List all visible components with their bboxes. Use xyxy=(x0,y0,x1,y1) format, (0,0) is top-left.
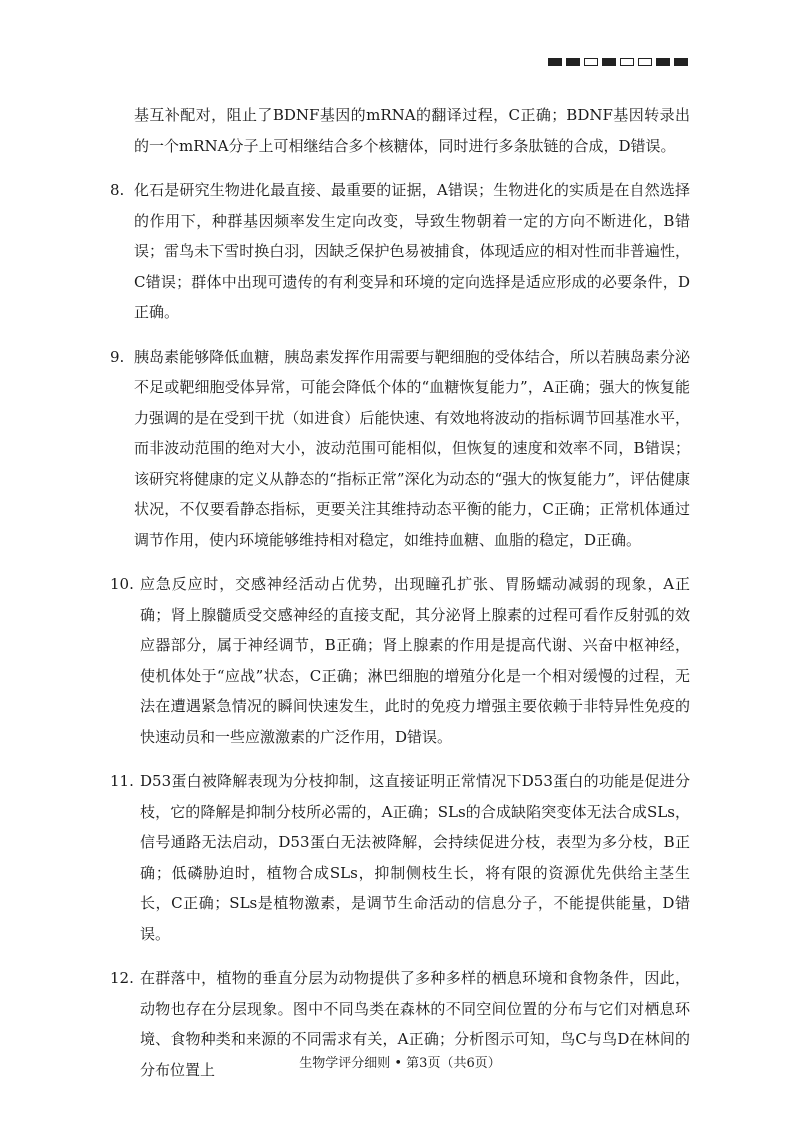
item-number: 8. xyxy=(110,181,125,199)
header-mark xyxy=(656,58,670,66)
item-number: 11. xyxy=(110,772,134,790)
item-number: 12. xyxy=(110,969,134,987)
items-list xyxy=(110,175,690,1085)
item-number: 9. xyxy=(110,347,125,366)
header-mark xyxy=(584,58,598,66)
item-text: 胰岛素能够降低血糖，胰岛素发挥作用需要与靶细胞的受体结合，所以若胰岛素分泌不足或靶细胞受体异常，可能会降低个体的“血糖恢复能力”，A正确；强大的恢复能力强调的是在受到干扰（如进食）后能快速、有效地将波动的指标调节回基准水平，而非波动范围的绝对大小，波动范围可能相似，但恢复的速度和效率不同，B错误；该研究将健康的定义从静态的“指标正常”深化为动态的“强大的恢复能力”，评估健康状况，不仅要看静态指标，更要关注其维持动态平衡的能力，C正确；正常机体通过调节作用，使内环境能够维持相对稳定，如维持血糖、血脂的稳定，D正确。 xyxy=(134,347,690,549)
answer-text xyxy=(110,100,690,1099)
answer-item xyxy=(110,766,690,949)
header-mark xyxy=(566,58,580,66)
item-text: 在群落中，植物的垂直分层为动物提供了多种多样的栖息环境和食物条件，因此，动物也存在分层现象。图中不同鸟类在森林的不同空间位置的分布与它们对栖息环境、食物种类和来源的不同需求有关，A正确；分析图示可知，鸟C与鸟D在林间的分布位置上 xyxy=(140,969,690,1079)
item-text: D53蛋白被降解表现为分枝抑制，这直接证明正常情况下D53蛋白的功能是促进分枝，它的降解是抑制分枝所必需的，A正确；SLs的合成缺陷突变体无法合成SLs，信号通路无法启动，D53蛋白无法被降解，会持续促进分枝，表型为多分枝，B正确；低磷胁迫时，植物合成SLs，抑制侧枝生长，将有限的资源优先供给主茎生长，C正确；SLs是植物激素，是调节生命活动的信息分子，不能提供能量，D错误。 xyxy=(140,772,690,943)
item-text: 化石是研究生物进化最直接、最重要的证据，A错误；生物进化的实质是在自然选择的作用下，种群基因频率发生定向改变，导致生物朝着一定的方向不断进化，B错误；雷鸟未下雪时换白羽，因缺乏保护色易被捕食，体现适应的相对性而非普遍性，C错误；群体中出现可遗传的有利变异和环境的定向选择是适应形成的必要条件，D正确。 xyxy=(134,181,690,321)
item-text: 应急反应时，交感神经活动占优势，出现瞳孔扩张、胃肠蠕动减弱的现象，A正确；肾上腺髓质受交感神经的直接支配，其分泌肾上腺素的过程可看作反射弧的效应器部分，属于神经调节，B正确；肾上腺素的作用是提高代谢、兴奋中枢神经，使机体处于“应战”状态，C正确；淋巴细胞的增殖分化是一个相对缓慢的过程，无法在遭遇紧急情况的瞬间快速发生，此时的免疫力增强主要依赖于非特异性免疫的快速动员和一些应激激素的广泛作用，D错误。 xyxy=(140,575,690,746)
header-mark xyxy=(548,58,562,66)
item-number: 10. xyxy=(110,575,134,593)
answer-item xyxy=(110,175,690,328)
header-mark xyxy=(620,58,634,66)
page-footer: 生物学评分细则 • 第3页（共6页） xyxy=(299,1056,501,1071)
header-mark xyxy=(638,58,652,66)
header-mark xyxy=(602,58,616,66)
continuation-paragraph: 基互补配对，阻止了BDNF基因的mRNA的翻译过程，C正确；BDNF基因转录出的一个mRNA分子上可相继结合多个核糖体，同时进行多条肽链的合成，D错误。 xyxy=(134,106,690,155)
answer-item xyxy=(110,342,690,556)
header-mark xyxy=(674,58,688,66)
answer-item xyxy=(110,569,690,752)
header-marks xyxy=(548,58,688,66)
